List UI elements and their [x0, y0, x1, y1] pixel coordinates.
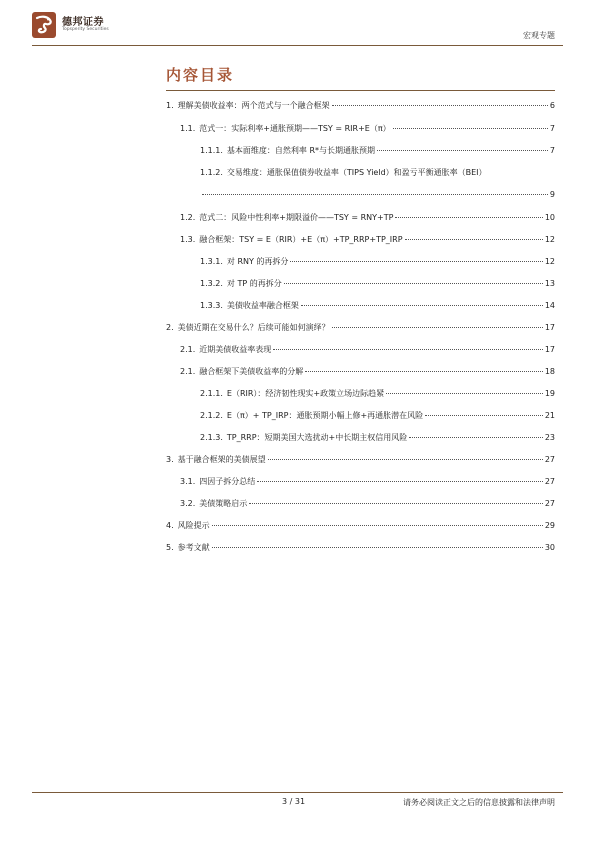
toc-entry-number: 1. [166, 101, 174, 110]
toc-entry-title: 对 RNY 的再拆分 [226, 257, 289, 266]
toc-entry-continuation [200, 188, 555, 202]
toc-entry-number: 2.1. [180, 367, 196, 376]
toc-entry[interactable] [166, 144, 555, 158]
toc-entry[interactable] [166, 387, 555, 401]
toc-entry-number: 1.3.1. [200, 257, 223, 266]
toc-entry[interactable] [166, 277, 555, 291]
report-category: 宏观专题 [523, 31, 555, 40]
toc-entry[interactable] [166, 431, 555, 445]
company-name: 德邦证券 [62, 17, 104, 28]
toc-entry-page: 12 [544, 257, 555, 266]
dot-leader [301, 305, 543, 306]
toc-entry-number: 2.1. [180, 345, 196, 354]
toc-entry-title: 参考文献 [177, 543, 210, 552]
toc-entry-title: 风险提示 [177, 521, 210, 530]
toc-entry[interactable] [166, 233, 555, 247]
toc-entry-page: 17 [544, 345, 555, 354]
toc-entry-page: 21 [544, 411, 555, 420]
toc-entry-page: 6 [549, 101, 555, 110]
header-divider [32, 45, 563, 46]
toc-entry[interactable] [166, 99, 555, 113]
dot-leader [332, 105, 548, 106]
toc-entry-number: 4. [166, 521, 174, 530]
toc-entry-number: 1.1. [180, 124, 196, 133]
toc-entry-page: 27 [544, 455, 555, 464]
toc-entry[interactable] [166, 255, 555, 269]
dot-leader [377, 150, 548, 151]
dot-leader [405, 239, 543, 240]
toc-entry[interactable] [166, 519, 555, 533]
toc-entry[interactable] [166, 541, 555, 555]
company-name-en: Topsperity Securities [62, 27, 109, 32]
toc-entry-number: 1.3.2. [200, 279, 223, 288]
toc-title: 内容目录 [166, 66, 235, 84]
toc-entry-title: 交易维度：通胀保值债券收益率（TIPS Yield）和盈亏平衡通胀率（BEI） [226, 168, 487, 177]
dot-leader [332, 327, 543, 328]
toc-entry-page: 12 [544, 235, 555, 244]
toc-entry-number: 3.2. [180, 499, 196, 508]
dot-leader [273, 349, 543, 350]
toc-entry-title: 四因子拆分总结 [199, 477, 256, 486]
toc-entry-number: 5. [166, 543, 174, 552]
title-divider [166, 90, 555, 91]
dragon-logo-icon [32, 12, 56, 38]
dot-leader [395, 217, 542, 218]
toc-entry[interactable] [166, 365, 555, 379]
toc-entry-page: 9 [549, 190, 555, 199]
toc-entry-title: 美债收益率融合框架 [226, 301, 299, 310]
toc-entry-page: 19 [544, 389, 555, 398]
toc-entry-number: 2.1.1. [200, 389, 223, 398]
toc-entry-title: E（π）+ TP_IRP：通胀预期小幅上修+再通胀潜在风险 [226, 411, 424, 420]
toc-entry[interactable] [166, 453, 555, 467]
toc-entry[interactable] [166, 409, 555, 423]
toc-entry[interactable] [166, 321, 555, 335]
dot-leader [212, 547, 543, 548]
footer-divider [32, 792, 563, 793]
toc-entry-number: 2. [166, 323, 174, 332]
toc-entry-page: 18 [544, 367, 555, 376]
company-logo [32, 12, 132, 40]
toc-entry[interactable] [166, 343, 555, 357]
dot-leader [202, 194, 548, 195]
dot-leader [409, 437, 543, 438]
toc-entry-page: 27 [544, 499, 555, 508]
dot-leader [425, 415, 543, 416]
toc-entry-page: 17 [544, 323, 555, 332]
toc-entry-number: 2.1.2. [200, 411, 223, 420]
toc-entry-number: 1.3.3. [200, 301, 223, 310]
toc-entry[interactable] [166, 122, 555, 136]
dot-leader [393, 128, 548, 129]
toc-entry-number: 3.1. [180, 477, 196, 486]
toc-entry-title: 对 TP 的再拆分 [226, 279, 282, 288]
dot-leader [257, 481, 543, 482]
toc-entry-title: 美债策略启示 [199, 499, 248, 508]
toc-entry-title: 基本面维度：自然利率 R*与长期通胀预期 [226, 146, 376, 155]
dot-leader [284, 283, 543, 284]
toc-entry-number: 3. [166, 455, 174, 464]
toc-entry-page: 10 [544, 213, 555, 222]
toc-entry[interactable] [166, 299, 555, 313]
toc-entry-title: 融合框架下美债收益率的分解 [199, 367, 304, 376]
toc-entry-page: 13 [544, 279, 555, 288]
dot-leader [305, 371, 543, 372]
toc-entry-page: 7 [549, 124, 555, 133]
dot-leader [386, 393, 543, 394]
toc-entry-title: 范式二：风险中性利率+期限溢价——TSY = RNY+TP [199, 213, 394, 222]
toc-entry-title: E（RIR）：经济韧性现实+政策立场边际趋紧 [226, 389, 385, 398]
page-header [0, 0, 595, 48]
toc-entry[interactable] [166, 497, 555, 511]
dot-leader [249, 503, 543, 504]
toc-entry-page: 14 [544, 301, 555, 310]
toc-entry-title: 基于融合框架的美债展望 [177, 455, 266, 464]
toc-entry-page: 7 [549, 146, 555, 155]
toc-entry-page: 27 [544, 477, 555, 486]
toc-entry-number: 1.1.1. [200, 146, 223, 155]
legal-disclaimer: 请务必阅读正文之后的信息披露和法律声明 [403, 798, 555, 807]
toc-entry-number: 1.2. [180, 213, 196, 222]
toc-entry-title: 近期美债收益率表现 [199, 345, 272, 354]
toc-entry[interactable] [166, 475, 555, 489]
toc-entry-number: 2.1.3. [200, 433, 223, 442]
dot-leader [212, 525, 543, 526]
page-number: 3 / 31 [282, 797, 306, 806]
toc-entry-title: 融合框架：TSY = E（RIR）+E（π）+TP_RRP+TP_IRP [199, 235, 403, 244]
toc-entry[interactable] [166, 166, 555, 180]
toc-entry-title: 范式一：实际利率+通胀预期——TSY = RIR+E（π） [199, 124, 391, 133]
toc-entry-title: 理解美债收益率：两个范式与一个融合框架 [177, 101, 330, 110]
toc-entry-number: 1.1.2. [200, 168, 223, 177]
toc-entry-page: 23 [544, 433, 555, 442]
dot-leader [290, 261, 542, 262]
toc-entry-page: 29 [544, 521, 555, 530]
toc-entry-title: 美债近期在交易什么？后续可能如何演绎？ [177, 323, 330, 332]
dot-leader [268, 459, 543, 460]
toc-entry-number: 1.3. [180, 235, 196, 244]
toc-entry[interactable] [166, 211, 555, 225]
toc-entry-page: 30 [544, 543, 555, 552]
toc-entry-title: TP_RRP：短期美国大选扰动+中长期主权信用风险 [226, 433, 408, 442]
